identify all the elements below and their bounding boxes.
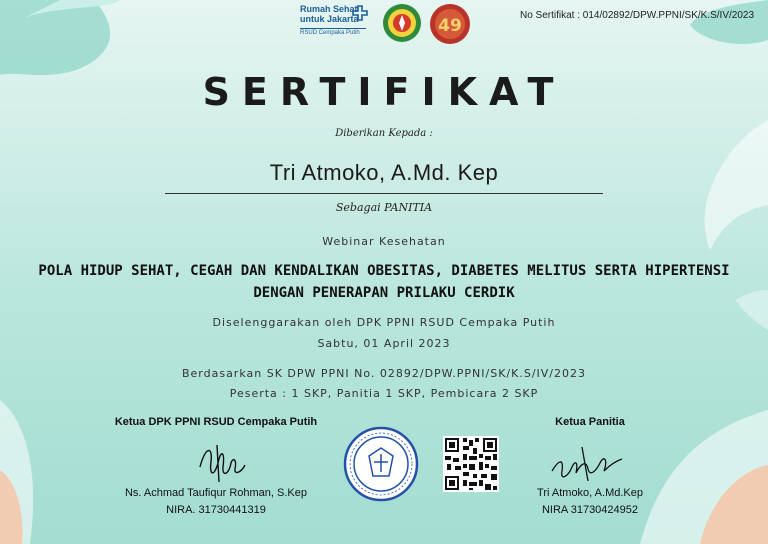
event-date: Sabtu, 01 April 2023 — [317, 337, 451, 350]
given-to-label: Diberikan Kepada : — [335, 128, 433, 139]
right-signature-icon — [548, 441, 628, 485]
hospital-logo-line1: Rumah Sehat — [300, 4, 358, 14]
certificate-title: SERTIFIKAT — [202, 70, 566, 114]
plus-icon — [352, 5, 368, 21]
right-signer-nira: NIRA 31730424952 — [541, 504, 639, 516]
ppni-emblem-icon — [382, 3, 422, 43]
event-type: Webinar Kesehatan — [322, 235, 446, 248]
recipient-role: Sebagai PANITIA — [335, 201, 433, 214]
logo-divider — [300, 28, 366, 29]
hospital-logo-line2: untuk Jakarta — [300, 14, 359, 24]
event-topic — [0, 260, 768, 304]
skp-credits: Peserta : 1 SKP, Panitia 1 SKP, Pembicara 2 SKP — [229, 387, 539, 400]
certificate-number: No Sertifikat : 014/02892/DPW.PPNI/SK/K.S/IV/2023 — [520, 10, 755, 21]
name-underline — [165, 193, 603, 194]
hospital-logo-sub: RSUD Cempaka Putih — [300, 30, 360, 36]
sk-reference: Berdasarkan SK DPW PPNI No. 02892/DPW.PPNI/SK/K.S/IV/2023 — [181, 367, 587, 380]
organizer: Diselenggarakan oleh DPK PPNI RSUD Cempaka Putih — [212, 316, 556, 329]
ppni-stamp-icon — [343, 426, 419, 502]
recipient-name: Tri Atmoko, A.Md. Kep — [269, 160, 499, 185]
event-topic-line2: DENGAN PENERAPAN PRILAKU CERDIK — [253, 285, 515, 301]
anniversary-emblem-icon — [428, 3, 472, 45]
qr-code-icon[interactable] — [443, 436, 499, 492]
right-signer-name: Tri Atmoko, A.Md.Kep — [537, 487, 643, 499]
event-topic-line1: POLA HIDUP SEHAT, CEGAH DAN KENDALIKAN OBESITAS, DIABETES MELITUS SERTA HIPERTENSI — [38, 263, 730, 279]
left-signer-name: Ns. Achmad Taufiqur Rohman, S.Kep — [124, 487, 307, 499]
svg-text:49: 49 — [438, 16, 462, 36]
left-signer-nira: NIRA. 31730441319 — [166, 504, 266, 516]
right-signer-title: Ketua Panitia — [555, 416, 625, 428]
left-signer-title: Ketua DPK PPNI RSUD Cempaka Putih — [114, 416, 318, 428]
left-signature-icon — [195, 437, 255, 487]
hospital-logo — [298, 3, 374, 43]
